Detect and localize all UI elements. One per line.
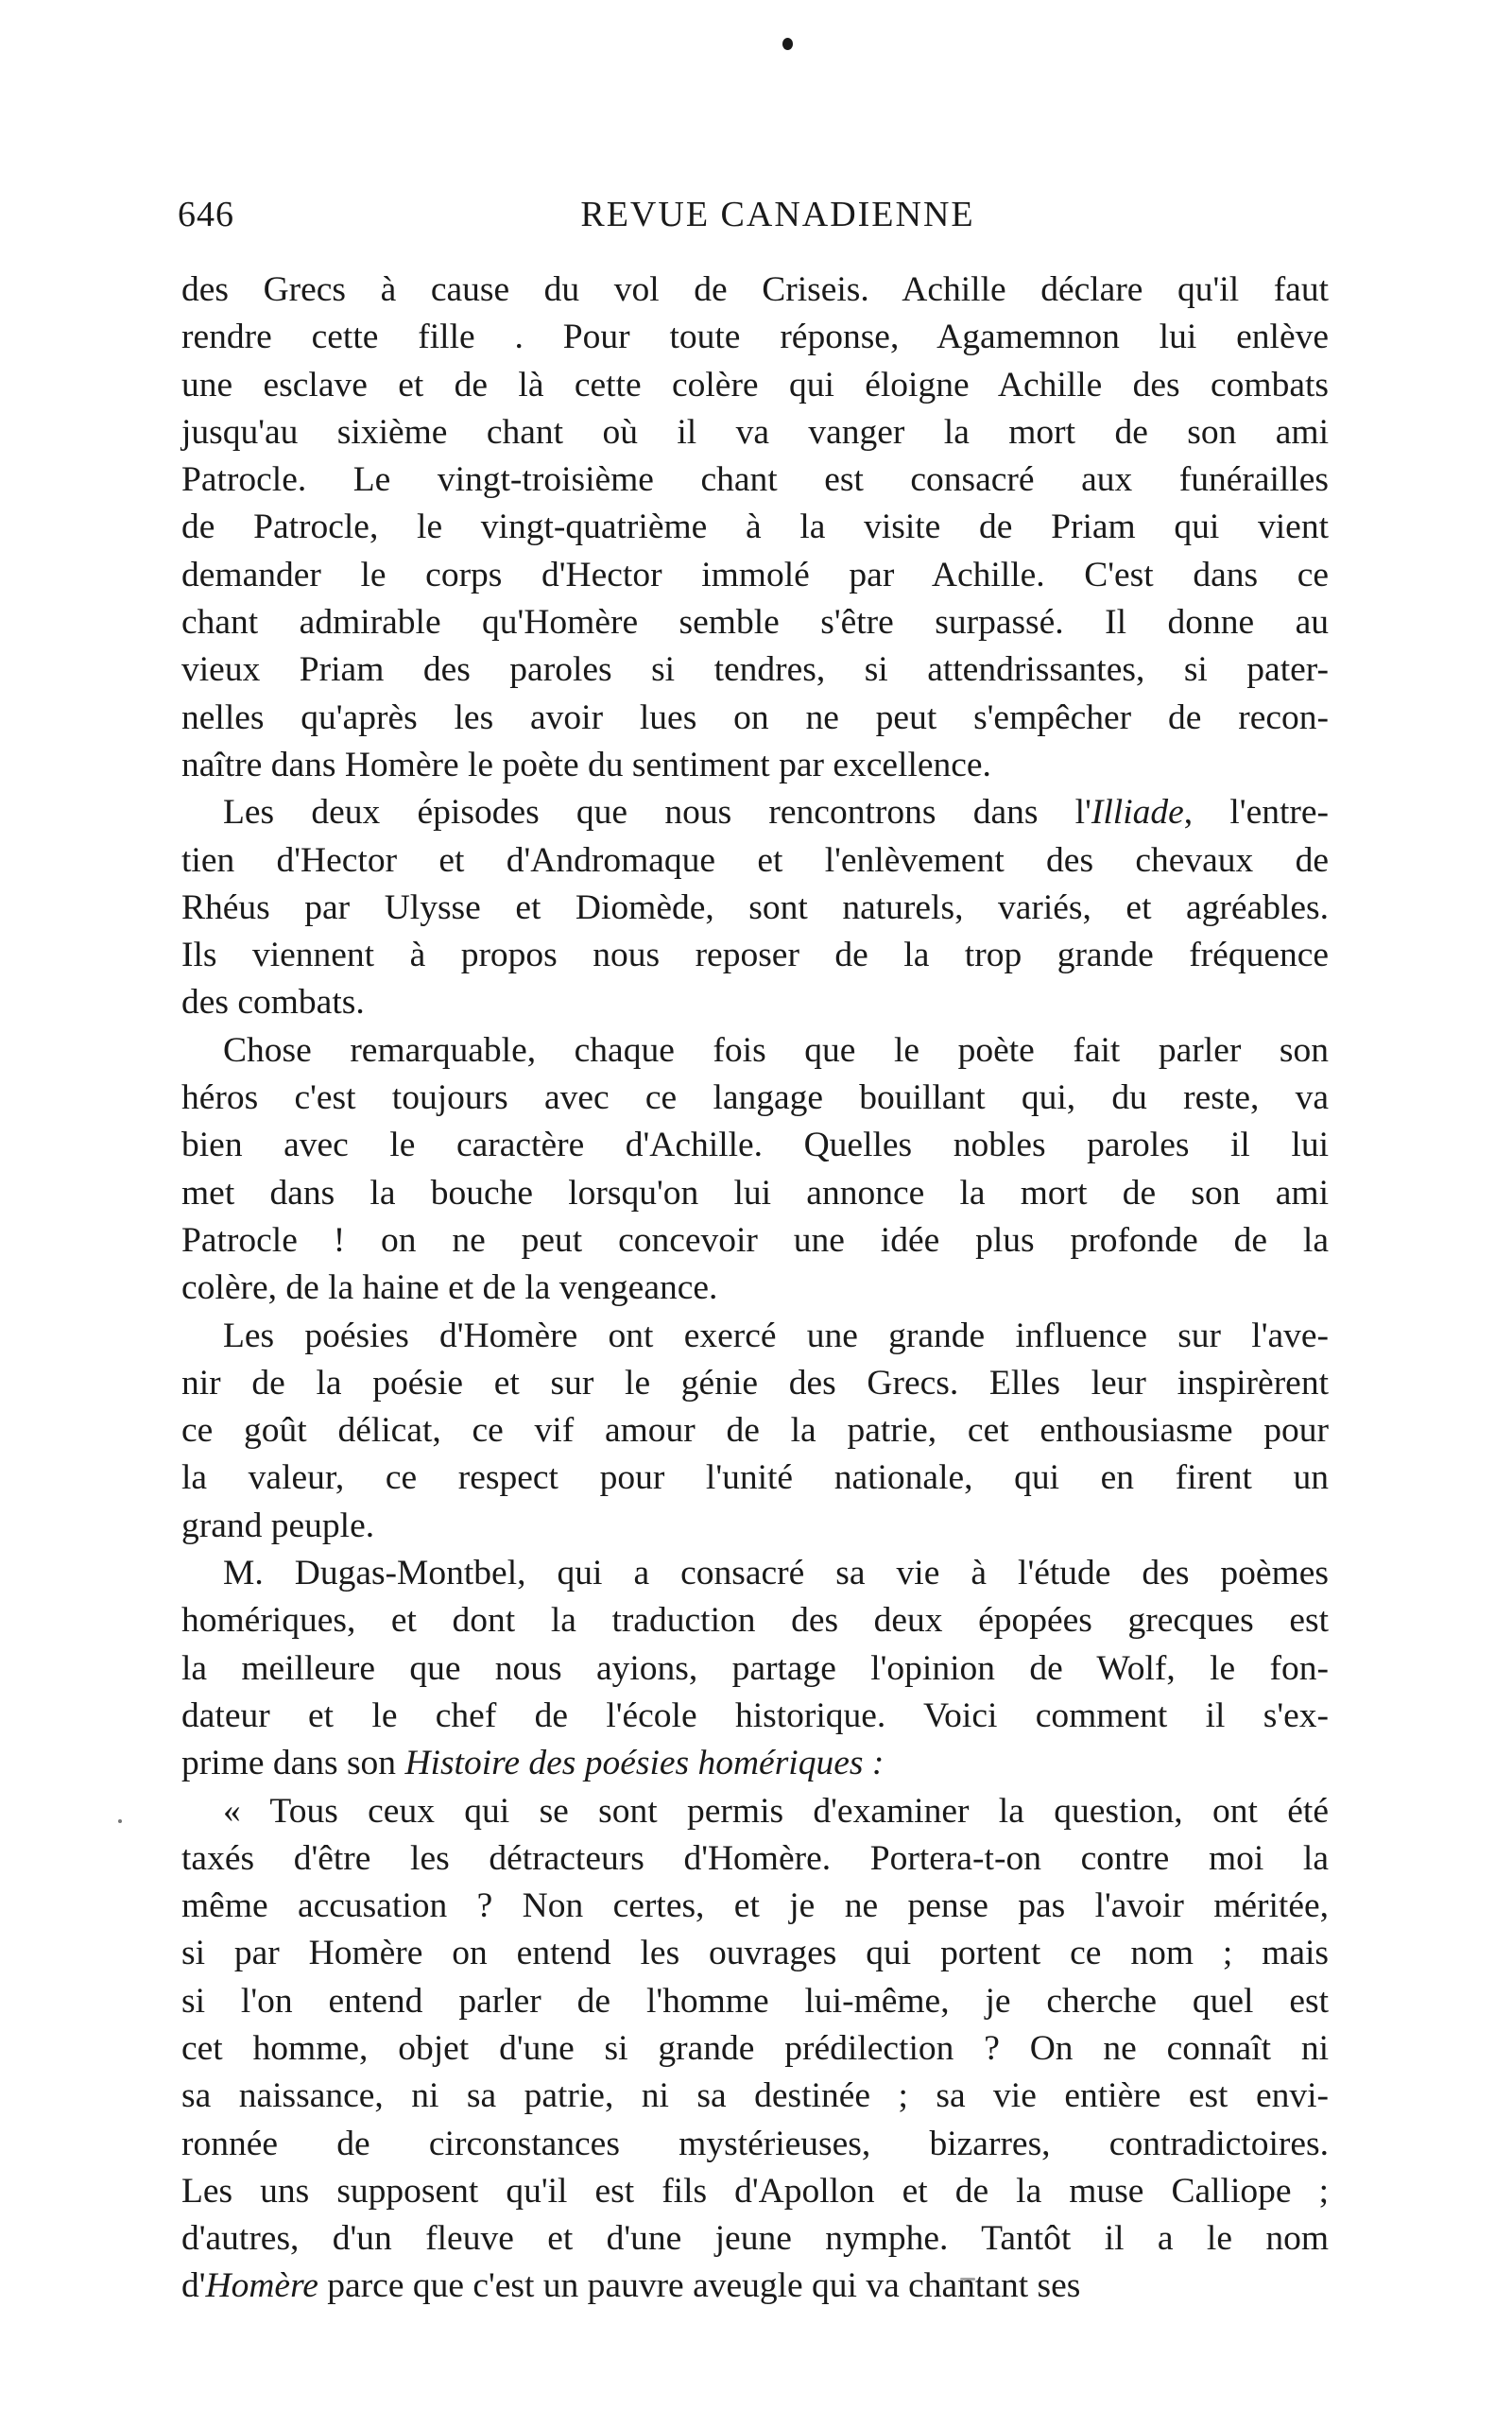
text-line xyxy=(181,979,1329,1026)
text-line xyxy=(181,599,1329,646)
text-line xyxy=(181,2168,1329,2215)
text-run: jusqu'au sixième chant où il va vanger la mort de son ami xyxy=(181,412,1329,452)
text-run: demander le corps d'Hector immolé par Achille. C'est dans ce xyxy=(181,555,1329,594)
italic-title: Histoire des poésies homériques : xyxy=(404,1744,885,1783)
paragraph xyxy=(181,1313,1329,1550)
ink-speck-top xyxy=(782,38,793,50)
text-run: si l'on entend parler de l'homme lui-même, je cherche quel est xyxy=(181,1981,1329,2021)
text-line xyxy=(181,1027,1329,1075)
text-line xyxy=(181,1075,1329,1122)
page-header xyxy=(178,194,1340,250)
text-line xyxy=(181,1122,1329,1169)
text-run: « Tous ceux qui se sont permis d'examiner la question, ont été xyxy=(223,1791,1329,1831)
text-run: bien avec le caractère d'Achille. Quelles nobles paroles il lui xyxy=(181,1126,1329,1165)
text-run: Les poésies d'Homère ont exercé une grande influence sur l'ave- xyxy=(223,1316,1329,1355)
text-line xyxy=(181,742,1329,789)
text-run: ce goût délicat, ce vif amour de la patrie, cet enthousiasme pour xyxy=(181,1411,1329,1451)
text-run: Les uns supposent qu'il est fils d'Apollon et de la muse Calliope ; xyxy=(181,2171,1329,2211)
text-run: la meilleure que nous ayions, partage l'opinion de Wolf, le fon- xyxy=(181,1648,1329,1688)
text-line xyxy=(181,504,1329,551)
text-run: Rhéus par Ulysse et Diomède, sont naturels, variés, et agréables. xyxy=(181,887,1329,927)
text-run: sa naissance, ni sa patrie, ni sa destinée ; sa vie entière est envi- xyxy=(181,2076,1329,2116)
text-run: si par Homère on entend les ouvrages qui portent ce nom ; mais xyxy=(181,1934,1329,1973)
text-run: même accusation ? Non certes, et je ne pense pas l'avoir méritée, xyxy=(181,1886,1329,1926)
text-line xyxy=(181,456,1329,504)
text-run: colère, de la haine et de la vengeance. xyxy=(181,1268,718,1308)
text-run: taxés d'être les détracteurs d'Homère. Portera-t-on contre moi la xyxy=(181,1838,1329,1878)
text-line xyxy=(181,1978,1329,2025)
paragraph xyxy=(181,1027,1329,1313)
text-line xyxy=(181,1550,1329,1597)
text-run: prime dans son xyxy=(181,1744,405,1783)
text-run: chant admirable qu'Homère semble s'être surpassé. Il donne au xyxy=(181,603,1329,643)
text-run: héros c'est toujours avec ce langage bouillant qui, du reste, va xyxy=(181,1078,1329,1118)
text-line xyxy=(181,1265,1329,1312)
text-run: dateur et le chef de l'école historique. Voici comment il s'ex- xyxy=(181,1696,1329,1735)
paragraph xyxy=(181,1550,1329,1787)
text-run: M. Dugas-Montbel, qui a consacré sa vie à l'étude des poèmes xyxy=(223,1554,1329,1593)
running-title: REVUE CANADIENNE xyxy=(580,195,975,234)
text-run: Patrocle. Le vingt-troisième chant est consacré aux funérailles xyxy=(181,460,1329,500)
text-line xyxy=(181,1693,1329,1740)
text-line xyxy=(181,2215,1329,2263)
text-run: met dans la bouche lorsqu'on lui annonce la mort de son ami xyxy=(181,1173,1329,1213)
text-run: vieux Priam des paroles si tendres, si attendrissantes, si pater- xyxy=(181,650,1329,690)
text-line xyxy=(181,1645,1329,1693)
text-line xyxy=(181,1930,1329,1977)
text-run: Les deux épisodes que nous rencontrons dans l' xyxy=(223,793,1091,833)
paragraph xyxy=(181,1788,1329,2311)
text-line xyxy=(181,932,1329,979)
page-number: 646 xyxy=(178,195,234,234)
text-run: tien d'Hector et d'Andromaque et l'enlèvement des chevaux de xyxy=(181,840,1329,880)
body-text xyxy=(181,267,1329,2311)
text-line xyxy=(181,2073,1329,2120)
text-line xyxy=(181,1740,1329,1787)
paragraph xyxy=(181,267,1329,789)
text-line xyxy=(181,885,1329,932)
text-line xyxy=(181,837,1329,885)
text-line xyxy=(181,1883,1329,1930)
text-run: Ils viennent à propos nous reposer de la trop grande fréquence xyxy=(181,936,1329,975)
text-line xyxy=(181,1170,1329,1217)
text-run: une esclave et de là cette colère qui éloigne Achille des combats xyxy=(181,365,1329,405)
text-line xyxy=(181,267,1329,314)
text-line xyxy=(181,552,1329,599)
text-run: Chose remarquable, chaque fois que le poète fait parler son xyxy=(223,1030,1329,1070)
text-line xyxy=(181,1360,1329,1407)
text-run: ronnée de circonstances mystérieuses, bizarres, contradictoires. xyxy=(181,2124,1329,2163)
text-line xyxy=(181,1835,1329,1883)
text-run: nelles qu'après les avoir lues on ne peut s'empêcher de recon- xyxy=(181,697,1329,737)
italic-title: Illiade xyxy=(1091,793,1184,833)
text-line xyxy=(181,2263,1329,2310)
text-run: homériques, et dont la traduction des deux épopées grecques est xyxy=(181,1601,1329,1641)
text-run: naître dans Homère le poète du sentiment par excellence. xyxy=(181,745,991,784)
text-run: cet homme, objet d'une si grande prédilection ? On ne connaît ni xyxy=(181,2028,1329,2068)
text-run: rendre cette fille . Pour toute réponse, Agamemnon lui enlève xyxy=(181,318,1329,357)
text-run: d'autres, d'un fleuve et d'une jeune nymphe. Tantôt il a le nom xyxy=(181,2219,1329,2259)
text-run: Patrocle ! on ne peut concevoir une idée plus profonde de la xyxy=(181,1220,1329,1260)
text-line xyxy=(181,1503,1329,1550)
text-line xyxy=(181,1407,1329,1455)
text-line xyxy=(181,646,1329,694)
text-run: , l'entre- xyxy=(1183,793,1329,833)
text-run: des combats. xyxy=(181,983,365,1023)
paragraph xyxy=(181,789,1329,1026)
text-run: des Grecs à cause du vol de Criseis. Achille déclare qu'il faut xyxy=(181,270,1329,309)
text-line xyxy=(181,2121,1329,2168)
text-line xyxy=(181,314,1329,361)
text-line xyxy=(181,362,1329,409)
text-line xyxy=(181,2025,1329,2073)
text-line xyxy=(181,1597,1329,1644)
text-line xyxy=(181,409,1329,456)
text-run: d' xyxy=(181,2266,206,2306)
text-line xyxy=(181,789,1329,836)
text-line xyxy=(181,1313,1329,1360)
text-line xyxy=(181,695,1329,742)
text-line xyxy=(181,1217,1329,1265)
text-run: grand peuple. xyxy=(181,1506,375,1545)
text-run: nir de la poésie et sur le génie des Grecs. Elles leur inspirèrent xyxy=(181,1363,1329,1403)
ink-speck-margin xyxy=(118,1819,122,1823)
text-line xyxy=(181,1455,1329,1502)
text-run: de Patrocle, le vingt-quatrième à la visite de Priam qui vient xyxy=(181,508,1329,547)
text-run: la valeur, ce respect pour l'unité nationale, qui en firent un xyxy=(181,1458,1329,1498)
text-run: parce que c'est un pauvre aveugle qui va chantant ses xyxy=(318,2266,1081,2306)
text-line xyxy=(181,1788,1329,1835)
italic-title: Homère xyxy=(205,2266,318,2306)
